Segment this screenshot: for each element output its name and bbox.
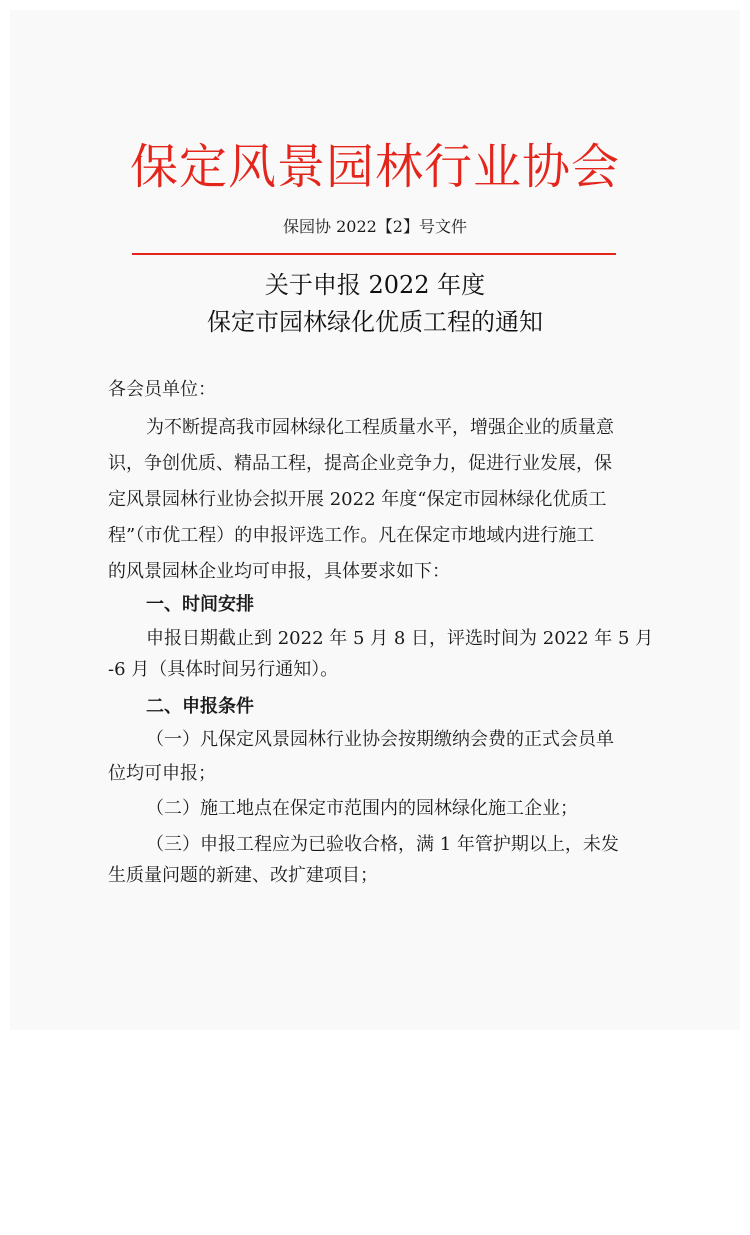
paragraph-line: （二）施工地点在保定市范围内的园林绿化施工企业； [146,798,578,819]
notice-title-line-2: 保定市园林绿化优质工程的通知 [207,308,543,336]
paragraph-line: （三）申报工程应为已验收合格，满 1 年管护期以上，未发 [146,834,619,855]
paragraph-line: （一）凡保定风景园林行业协会按期缴纳会费的正式会员单 [146,729,614,750]
paragraph-line: 为不断提高我市园林绿化工程质量水平，增强企业的质量意 [146,417,614,438]
paragraph-line: 定风景园林行业协会拟开展 2022 年度“保定市园林绿化优质工 [108,489,607,510]
paragraph-line: 识，争创优质、精品工程，提高企业竞争力，促进行业发展，保 [108,453,612,474]
document-number: 保园协 2022【2】号文件 [283,217,467,236]
header-divider [132,253,616,255]
paragraph-line: 程”（市优工程）的申报评选工作。凡在保定市地域内进行施工 [108,525,595,546]
paragraph-line: 位均可申报； [108,763,216,784]
section-heading: 一、时间安排 [146,594,254,615]
paragraph-line: 的风景园林企业均可申报，具体要求如下： [108,561,450,582]
notice-title-line-1: 关于申报 2022 年度 [264,271,486,299]
section-heading: 二、申报条件 [146,696,254,717]
paragraph-line: 生质量问题的新建、改扩建项目； [108,865,378,886]
organization-title: 保定风景园林行业协会 [129,139,620,195]
salutation: 各会员单位： [108,379,216,400]
paragraph-line: 申报日期截止到 2022 年 5 月 8 日，评选时间为 2022 年 5 月 [146,628,654,649]
paragraph-line: -6 月（具体时间另行通知）。 [108,659,339,680]
